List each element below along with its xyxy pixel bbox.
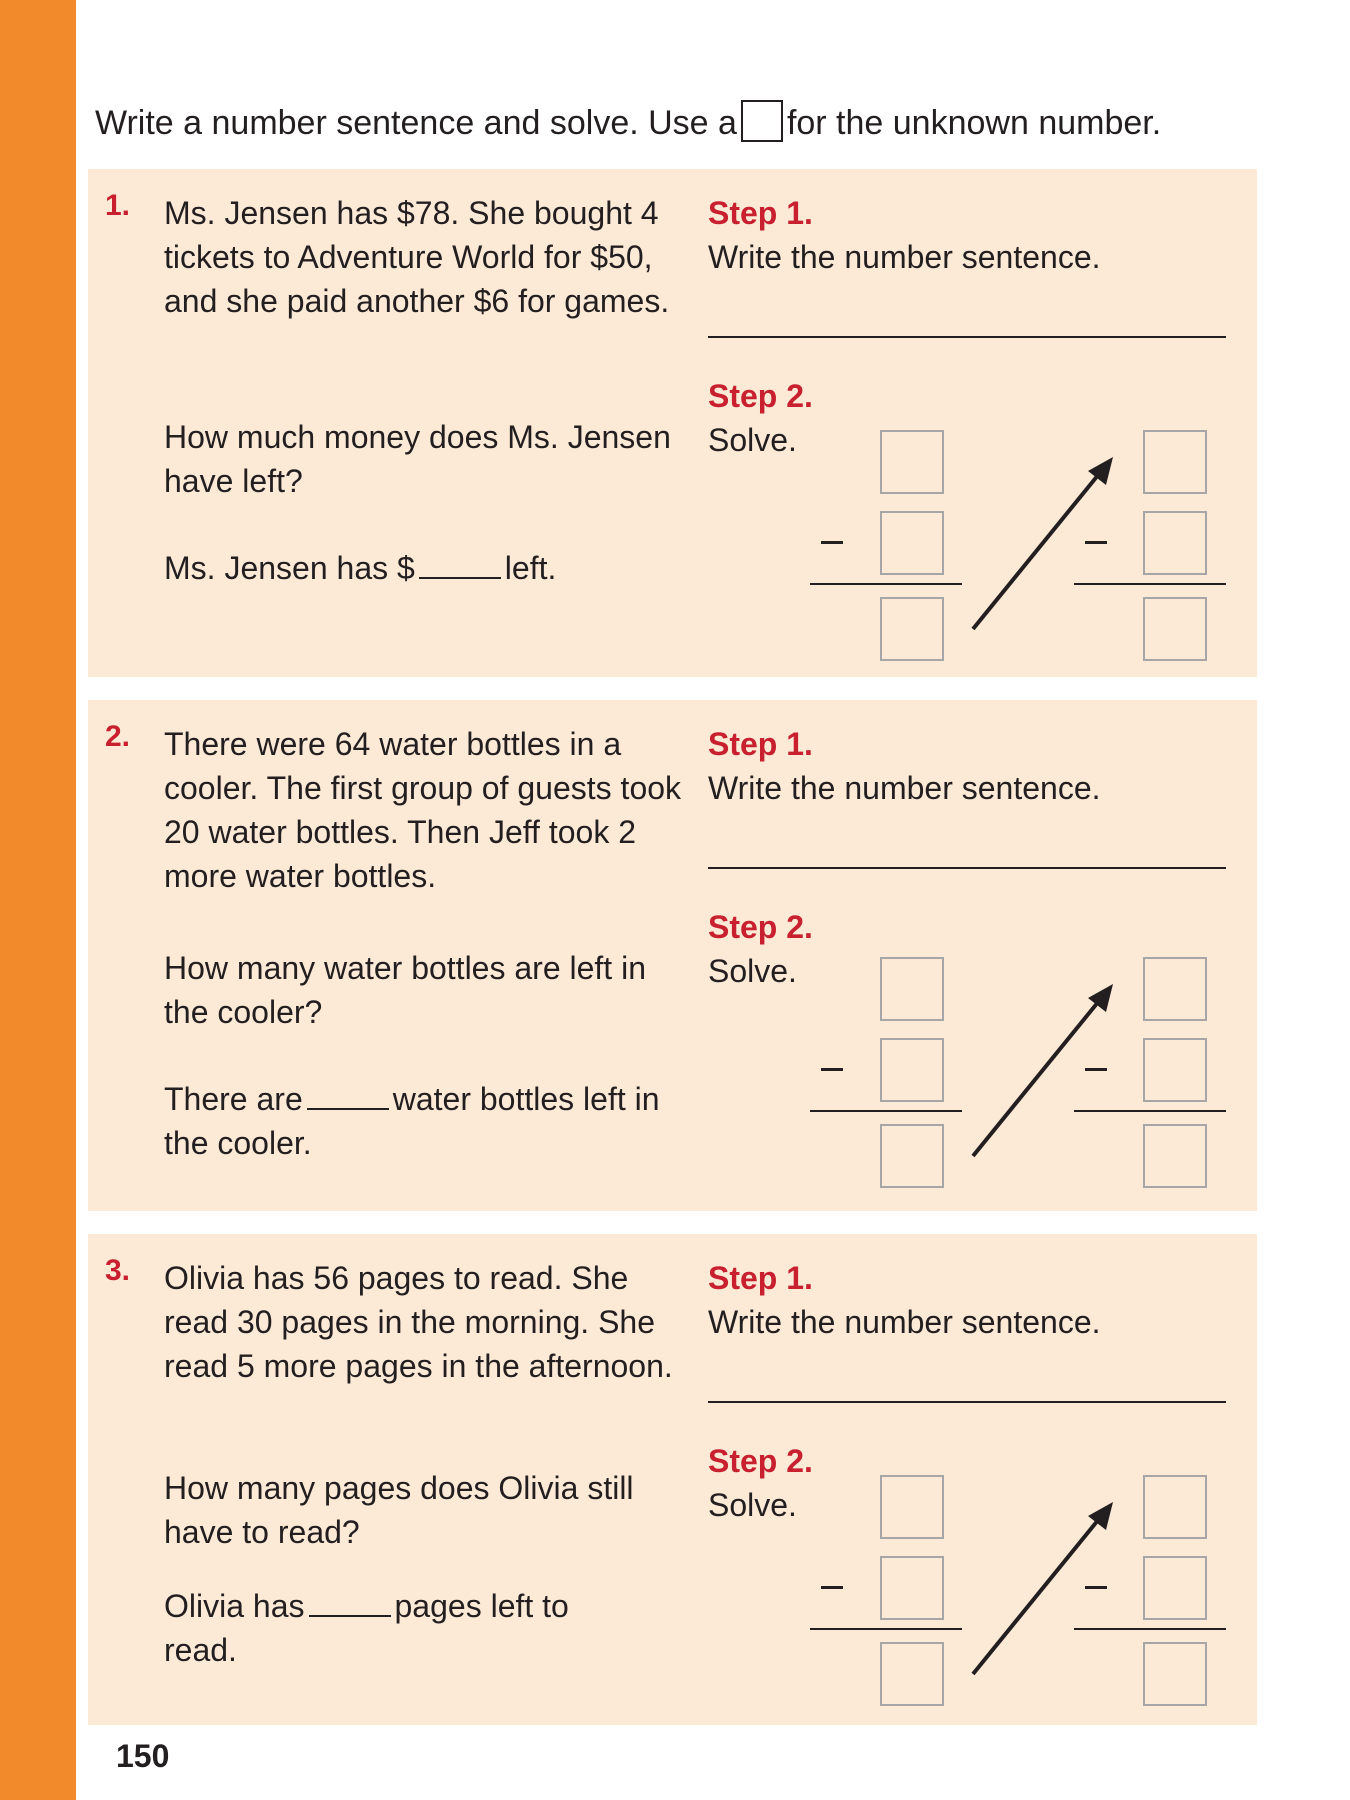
step-1-text: Write the number sentence. — [708, 770, 1101, 806]
answer-box[interactable] — [880, 511, 944, 575]
minus-icon — [1085, 1068, 1107, 1071]
problem-story: Ms. Jensen has $78. She bought 4 tickets to Adventure World for $50, and she paid another $6 for games. — [164, 195, 670, 319]
answer-box[interactable] — [1143, 1642, 1207, 1706]
answer-box[interactable] — [1143, 1038, 1207, 1102]
problem-2 — [88, 700, 1257, 1211]
problem-number: 1. — [105, 189, 131, 222]
step-1-label: Step 1. — [708, 726, 813, 762]
number-sentence-line[interactable] — [708, 867, 1226, 869]
page-edge-bar — [0, 0, 76, 1800]
answer-box[interactable] — [880, 1038, 944, 1102]
problem-question: How many pages does Olivia still have to read? — [164, 1470, 634, 1550]
arrow-icon — [958, 976, 1128, 1166]
step-2-label: Step 2. — [708, 378, 813, 414]
sum-rule — [1074, 1110, 1226, 1112]
step-2-label: Step 2. — [708, 909, 813, 945]
answer-prefix: Olivia has — [164, 1588, 305, 1624]
step-1 — [708, 722, 1101, 810]
minus-icon — [821, 1068, 843, 1071]
answer-blank[interactable] — [307, 1078, 389, 1110]
answer-box[interactable] — [880, 430, 944, 494]
step-2-text: Solve. — [708, 1487, 797, 1523]
sum-rule — [1074, 1628, 1226, 1630]
answer-prefix: There are — [164, 1081, 303, 1117]
answer-suffix: pages left to read. — [164, 1588, 569, 1668]
minus-icon — [1085, 541, 1107, 544]
answer-box[interactable] — [880, 597, 944, 661]
problem-story: Olivia has 56 pages to read. She read 30 pages in the morning. She read 5 more pages in the afternoon. — [164, 1260, 673, 1384]
problem-number: 3. — [105, 1254, 131, 1287]
answer-box[interactable] — [1143, 1556, 1207, 1620]
answer-prefix: Ms. Jensen has $ — [164, 550, 415, 586]
answer-sentence — [164, 1584, 594, 1672]
step-2-text: Solve. — [708, 953, 797, 989]
answer-box[interactable] — [880, 1475, 944, 1539]
minus-icon — [821, 1586, 843, 1589]
answer-box[interactable] — [880, 1556, 944, 1620]
step-2 — [708, 374, 813, 462]
answer-box[interactable] — [1143, 1124, 1207, 1188]
instructions — [95, 100, 1161, 144]
instructions-text-end: for the unknown number. — [786, 104, 1162, 142]
step-2 — [708, 1439, 813, 1527]
answer-sentence — [164, 546, 694, 590]
problem-story: There were 64 water bottles in a cooler. The first group of guests took 20 water bottles. Then Jeff took 2 more water bottles. — [164, 726, 682, 894]
answer-sentence — [164, 1077, 694, 1165]
answer-suffix: left. — [504, 550, 557, 586]
problem-number: 2. — [105, 720, 131, 753]
problem-3 — [88, 1234, 1257, 1725]
answer-box[interactable] — [1143, 957, 1207, 1021]
minus-icon — [1085, 1586, 1107, 1589]
step-2-text: Solve. — [708, 422, 797, 458]
problem-question: How many water bottles are left in the cooler? — [164, 950, 646, 1030]
step-2 — [708, 905, 813, 993]
step-1 — [708, 191, 1101, 279]
answer-box[interactable] — [1143, 597, 1207, 661]
number-sentence-line[interactable] — [708, 1401, 1226, 1403]
answer-blank[interactable] — [419, 547, 501, 579]
step-1-label: Step 1. — [708, 195, 813, 231]
answer-box[interactable] — [880, 1642, 944, 1706]
sum-rule — [810, 583, 962, 585]
arrow-icon — [958, 449, 1128, 639]
answer-suffix: water bottles left in the cooler. — [164, 1081, 660, 1161]
answer-box[interactable] — [880, 957, 944, 1021]
unknown-box-icon — [741, 100, 783, 142]
minus-icon — [821, 541, 843, 544]
instructions-text: Write a number sentence and solve. Use a — [95, 104, 737, 142]
number-sentence-line[interactable] — [708, 336, 1226, 338]
page-number: 150 — [116, 1738, 170, 1774]
sum-rule — [810, 1110, 962, 1112]
answer-box[interactable] — [880, 1124, 944, 1188]
step-1-text: Write the number sentence. — [708, 239, 1101, 275]
step-1-label: Step 1. — [708, 1260, 813, 1296]
answer-box[interactable] — [1143, 511, 1207, 575]
sum-rule — [1074, 583, 1226, 585]
problem-question: How much money does Ms. Jensen have left? — [164, 419, 671, 499]
step-2-label: Step 2. — [708, 1443, 813, 1479]
answer-blank[interactable] — [309, 1585, 391, 1617]
step-1 — [708, 1256, 1101, 1344]
sum-rule — [810, 1628, 962, 1630]
answer-box[interactable] — [1143, 1475, 1207, 1539]
problem-1 — [88, 169, 1257, 677]
answer-box[interactable] — [1143, 430, 1207, 494]
arrow-icon — [958, 1494, 1128, 1684]
step-1-text: Write the number sentence. — [708, 1304, 1101, 1340]
